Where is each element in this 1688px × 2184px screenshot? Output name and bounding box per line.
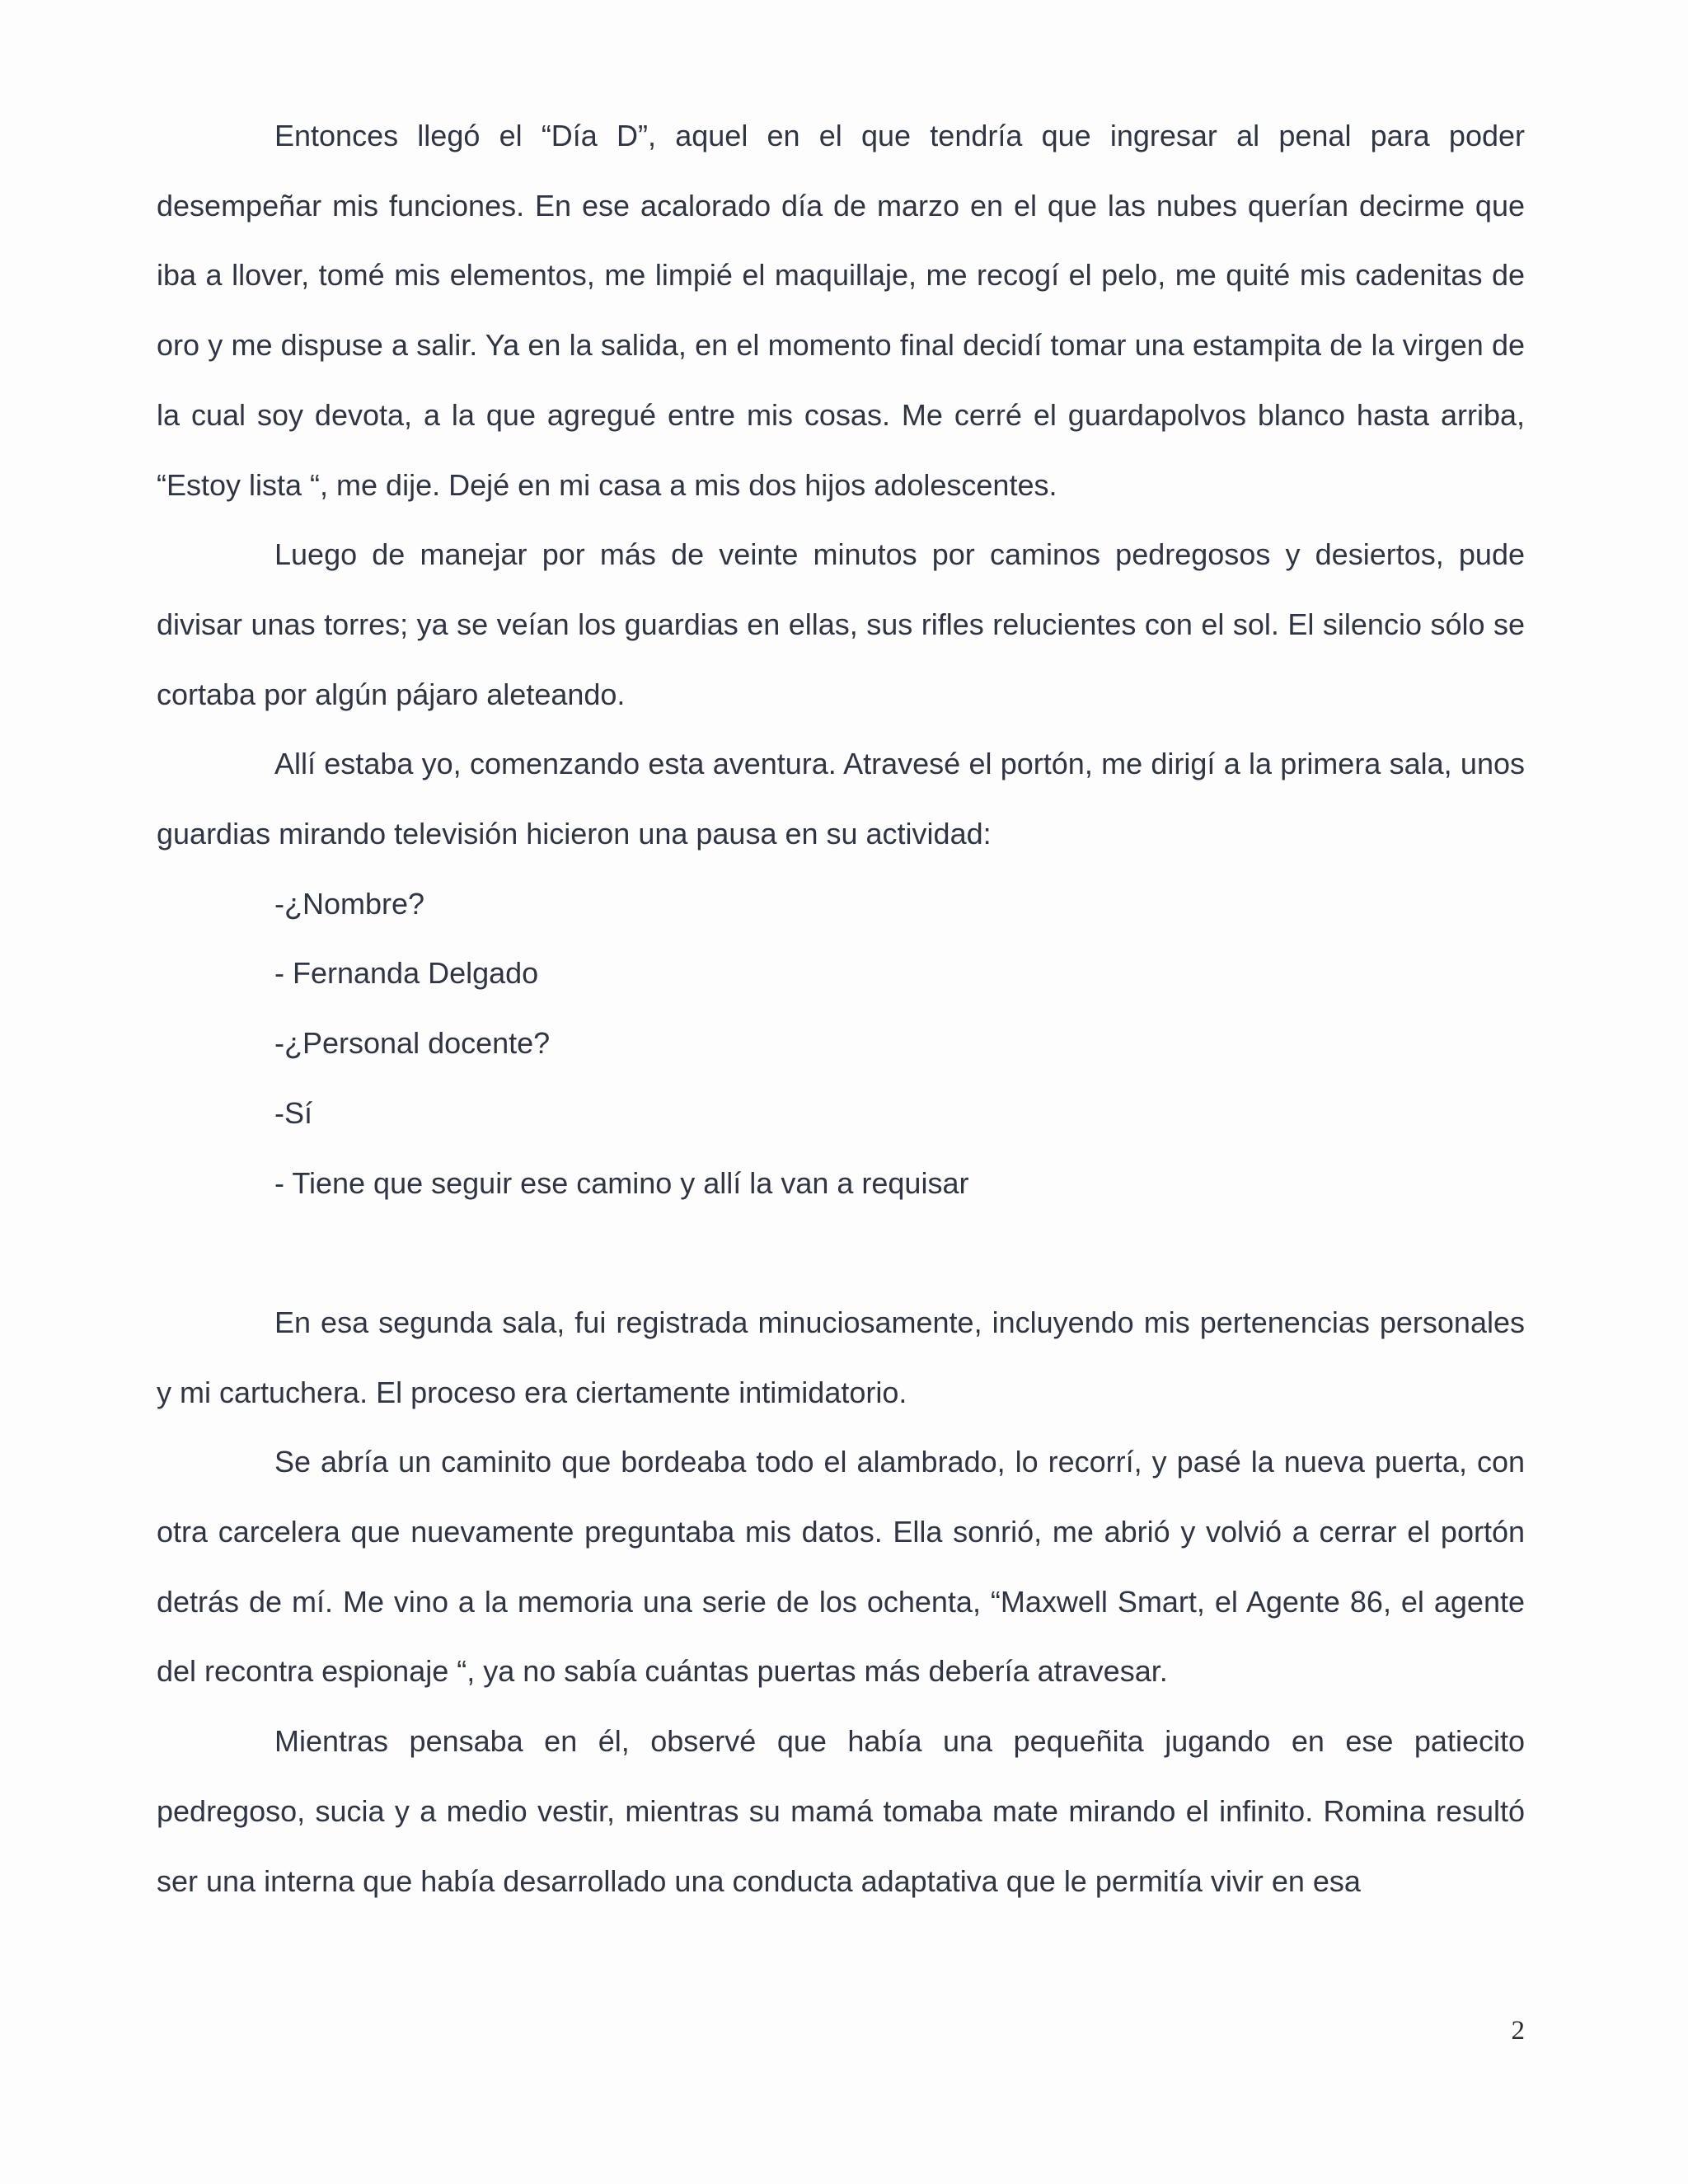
- dialog-line-si: -Sí: [274, 1095, 313, 1130]
- paragraph-caminito: Se abría un caminito que bordeaba todo el alambrado, lo recorrí, y pasé la nueva puerta, con otra carcelera que nuevamente preguntaba mis datos. Ella sonrió, me abrió y volvió a cerrar el portón detrás de mí. Me vino a la memoria una serie de los ochenta, “Maxwell Smart, el Agente 86, el agente del recontra espionaje “, ya no sabía cuántas puertas más debería atravesar.: [157, 1445, 1525, 1689]
- dialog-line-nombre: -¿Nombre?: [274, 886, 425, 921]
- blank-line: [157, 1218, 1525, 1288]
- paragraph-camino-torres: Luego de manejar por más de veinte minutos por caminos pedregosos y desiertos, pude divisar unas torres; ya se veían los guardias en ellas, sus rifles relucientes con el sol. El silencio sólo se cortaba por algún pájaro aleteando.: [157, 537, 1525, 711]
- paragraph-romina: Mientras pensaba en él, observé que había una pequeñita jugando en ese patiecito pedregoso, sucia y a medio vestir, mientras su mamá tomaba mate mirando el infinito. Romina resultó ser una interna que había desarrollado una conducta adaptativa que le permitía vivir en esa: [157, 1724, 1525, 1898]
- dialog-line-requisar: - Tiene que seguir ese camino y allí la van a requisar: [274, 1165, 969, 1200]
- paragraph-primera-sala: Allí estaba yo, comenzando esta aventura. Atravesé el portón, me dirigí a la primera sala, unos guardias mirando televisión hicieron una pausa en su actividad:: [157, 747, 1525, 851]
- paragraph-segunda-sala: En esa segunda sala, fui registrada minuciosamente, incluyendo mis pertenencias personales y mi cartuchera. El proceso era ciertamente intimidatorio.: [157, 1305, 1525, 1409]
- paragraph-dia-d: Entonces llegó el “Día D”, aquel en el que tendría que ingresar al penal para poder desempeñar mis funciones. En ese acalorado día de marzo en el que las nubes querían decirme que iba a llover, tomé mis elementos, me limpié el maquillaje, me recogí el pelo, me quité mis cadenitas de oro y me dispuse a salir. Ya en la salida, en el momento final decidí tomar una estampita de la virgen de la cual soy devota, a la que agregué entre mis cosas. Me cerré el guardapolvos blanco hasta arriba, “Estoy lista “, me dije. Dejé en mi casa a mis dos hijos adolescentes.: [157, 119, 1525, 502]
- dialog-line-fernanda: - Fernanda Delgado: [274, 956, 539, 991]
- dialog-line-personal-docente: -¿Personal docente?: [274, 1026, 551, 1061]
- body-text: [157, 101, 1525, 1916]
- page-number: 2: [1511, 2016, 1525, 2046]
